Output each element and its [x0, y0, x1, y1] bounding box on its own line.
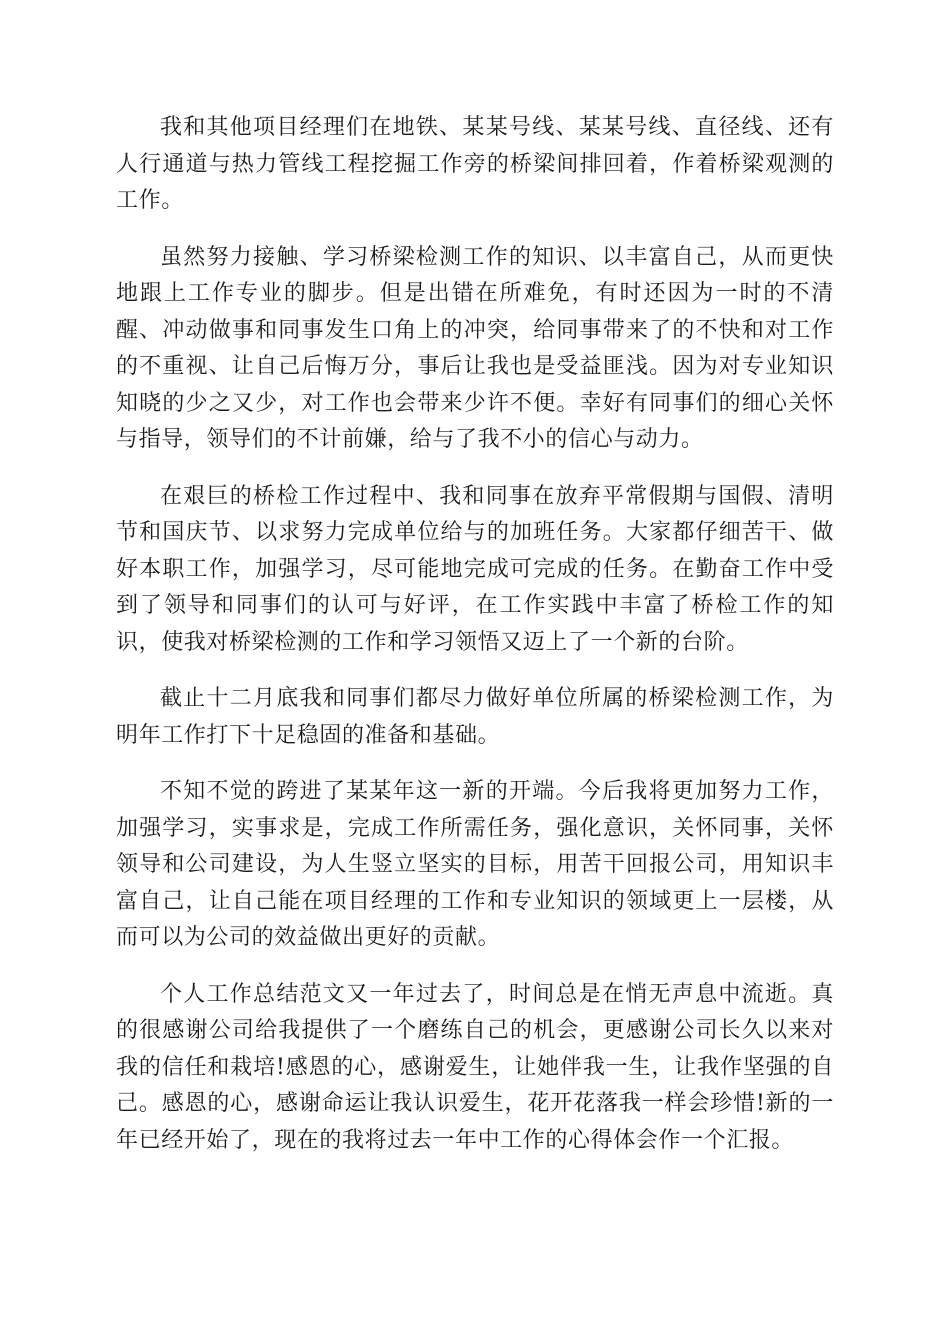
- paragraph-6: 个人工作总结范文又一年过去了，时间总是在悄无声息中流逝。真的很感谢公司给我提供了一个磨练自己的机会，更感谢公司长久以来对我的信任和栽培!感恩的心，感谢爱生，让她伴我一生，让我作坚强的自己。感恩的心，感谢命运让我认识爱生，花开花落我一样会珍惜!新的一年已经开始了，现在的我将过去一年中工作的心得体会作一个汇报。: [116, 981, 834, 1153]
- paragraph-4: 截止十二月底我和同事们都尽力做好单位所属的桥梁检测工作，为明年工作打下十足稳固的准备和基础。: [116, 686, 834, 748]
- paragraph-3: 在艰巨的桥检工作过程中、我和同事在放弃平常假期与国假、清明节和国庆节、以求努力完成单位给与的加班任务。大家都仔细苦干、做好本职工作，加强学习，尽可能地完成可完成的任务。在勤奋工作中受到了领导和同事们的认可与好评，在工作实践中丰富了桥检工作的知识，使我对桥梁检测的工作和学习领悟又迈上了一个新的台阶。: [116, 483, 834, 655]
- paragraph-2: 虽然努力接触、学习桥梁检测工作的知识、以丰富自己，从而更快地跟上工作专业的脚步。但是出错在所难免，有时还因为一时的不清醒、冲动做事和同事发生口角上的冲突，给同事带来了的不快和对工作的不重视、让自己后悔万分，事后让我也是受益匪浅。因为对专业知识知晓的少之又少，对工作也会带来少许不便。幸好有同事们的细心关怀与指导，领导们的不计前嫌，给与了我不小的信心与动力。: [116, 244, 834, 452]
- paragraph-1: 我和其他项目经理们在地铁、某某号线、某某号线、直径线、还有人行通道与热力管线工程挖掘工作旁的桥梁间排回着，作着桥梁观测的工作。: [116, 115, 834, 213]
- paragraph-5: 不知不觉的跨进了某某年这一新的开端。今后我将更加努力工作，加强学习，实事求是，完成工作所需任务，强化意识，关怀同事，关怀领导和公司建设，为人生竖立坚实的目标，用苦干回报公司，用知识丰富自己，让自己能在项目经理的工作和专业知识的领域更上一层楼，从而可以为公司的效益做出更好的贡献。: [116, 779, 834, 950]
- document-body: [116, 110, 834, 1179]
